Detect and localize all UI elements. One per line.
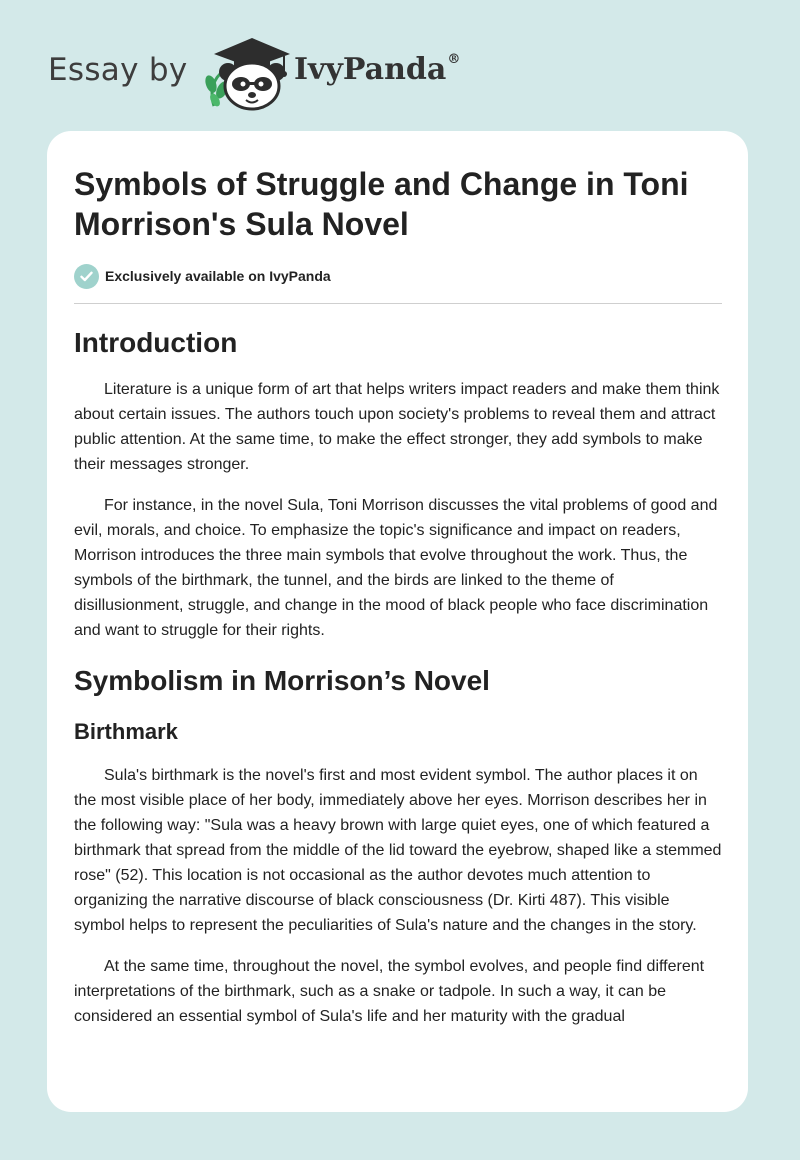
- paragraph: For instance, in the novel Sula, Toni Morrison discusses the vital problems of good and evil, morals, and choice. To emphasize the topic's significance and impact on readers, Morrison introduces the three main symbols that evolve throughout the work. Thus, the symbols of the birthmark, the tunnel, and the birds are linked to the theme of disillusionment, struggle, and change in the mood of black people who face discrimination and want to struggle for their rights.: [74, 497, 718, 639]
- subsection-heading-birthmark: Birthmark: [74, 719, 178, 744]
- essay-body: [74, 325, 722, 1029]
- paragraph: Sula's birthmark is the novel's first and most evident symbol. The author places it on the most visible place of her body, immediately above her eyes. Morrison describes her in the following way: "Sula was a heavy brown with large quiet eyes, one of which featured a birthmark that spread from the middle of the lid toward the eyebrow, shaped like a stemmed rose" (52). This location is not occasional as the author devotes much attention to organizing the narrative discourse of black consciousness (Dr. Kirti 487). This visible symbol helps to represent the peculiarities of Sula's nature and the changes in the story.: [74, 767, 722, 934]
- section-heading-introduction: Introduction: [74, 327, 238, 358]
- section-heading-symbolism: Symbolism in Morrison’s Novel: [74, 665, 490, 696]
- brand-prefix-text: Essay by: [48, 52, 188, 88]
- site-header-brand[interactable]: [48, 34, 528, 114]
- registered-mark: ®: [447, 52, 461, 67]
- exclusive-label: Exclusively available on IvyPanda: [105, 268, 331, 284]
- brand-name-text: IvyPanda: [294, 52, 447, 87]
- essay-title: Symbols of Struggle and Change in Toni Morrison's Sula Novel: [74, 166, 689, 242]
- brand-name: [294, 52, 460, 87]
- paragraph: At the same time, throughout the novel, the symbol evolves, and people find different interpretations of the birthmark, such as a snake or tadpole. In such a way, it can be considered an essential symbol of Sula's life and her maturity with the gradual: [74, 958, 705, 1025]
- essay-card: [47, 131, 748, 1112]
- panda-graduate-icon: [200, 34, 292, 112]
- title-divider: [74, 303, 722, 304]
- exclusive-badge: [74, 263, 331, 289]
- check-circle-icon: [74, 264, 99, 289]
- paragraph: Literature is a unique form of art that helps writers impact readers and make them think about certain issues. The authors touch upon society's problems to reveal them and attract public attention. At the same time, to make the effect stronger, they add symbols to make their messages stronger.: [74, 381, 720, 473]
